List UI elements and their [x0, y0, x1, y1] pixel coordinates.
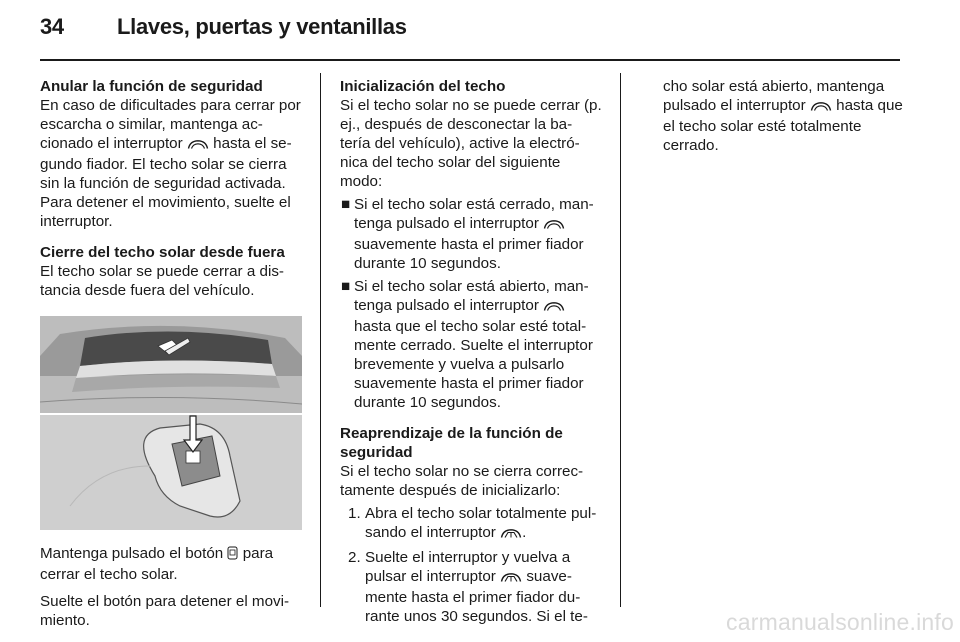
- bullet-mark: ■: [341, 278, 351, 295]
- column-3: [663, 77, 903, 155]
- sunroof-open-switch-icon: [500, 525, 522, 544]
- header-rule: [40, 59, 900, 61]
- section-heading-close-from-outside: Cierre del techo solar desde fuera: [40, 244, 285, 261]
- list-item: 1. Abra el techo solar totalmente pul-sando el interruptor .: [340, 504, 602, 544]
- remote-key-button-icon: [227, 546, 238, 565]
- section-heading-roof-initialization: Inicialización del techo: [340, 78, 506, 95]
- step-number: 1.: [348, 505, 361, 522]
- watermark: carmanualsonline.info: [726, 609, 954, 635]
- paragraph-safety-relearn: Si el techo solar no se cierra correc-tamente después de inicializarlo:: [340, 463, 584, 499]
- bullet-mark: ■: [341, 196, 351, 213]
- section-heading-override-safety: Anular la función de seguridad: [40, 78, 263, 95]
- column-2: [340, 77, 602, 626]
- column-divider-1: [320, 73, 321, 607]
- caption-close-button: Mantenga pulsado el botón para cerrar el techo solar.: [40, 545, 274, 583]
- paragraph-continued: cho solar está abierto, mantenga pulsado el interruptor hasta que el techo solar esté totalmente cerrado.: [663, 78, 903, 154]
- sunroof-close-switch-icon: [543, 216, 565, 235]
- section-heading-safety-relearn: Reaprendizaje de la función de seguridad: [340, 425, 563, 461]
- page-title: Llaves, puertas y ventanillas: [117, 14, 407, 39]
- sunroof-close-switch-icon: [543, 298, 565, 317]
- paragraph-override-safety: En caso de dificultades para cerrar por escarcha o similar, mantenga ac-cionado el interruptor hasta el se-gundo fiador. El techo solar se cierra sin la función de seguridad activada. Para detener el movimiento, suelte el interruptor.: [40, 97, 301, 230]
- list-item: ■ Si el techo solar está abierto, man-tenga pulsado el interruptor hasta que el techo solar esté total-mente cerrado. Suelte el interruptor brevemente y vuelva a pulsarlo suavemente hasta el primer fiador durante 10 segundos.: [341, 278, 593, 411]
- sunroof-open-switch-icon: [500, 569, 522, 588]
- list-item: ■ Si el techo solar está cerrado, man-tenga pulsado el interruptor suavemente hasta el primer fiador durante 10 segundos.: [341, 196, 594, 272]
- list-item: 2. Suelte el interruptor y vuelva a pulsar el interruptor suave-mente hasta el primer fiador du-rante unos 30 segundos. Si el te-: [348, 549, 588, 625]
- sunroof-close-switch-icon: [810, 98, 832, 117]
- column-1: [40, 77, 302, 630]
- step-number: 2.: [348, 549, 361, 566]
- paragraph-roof-initialization: Si el techo solar no se puede cerrar (p. ej., después de desconectar la ba-tería del vehículo), active la electró-nica del techo solar del siguiente modo:: [340, 97, 602, 190]
- caption-stop-movement: Suelte el botón para detener el movi-miento.: [40, 593, 290, 629]
- sunroof-close-switch-icon: [187, 136, 209, 155]
- column-divider-2: [620, 73, 621, 607]
- paragraph-close-from-outside: El techo solar se puede cerrar a dis-tancia desde fuera del vehículo.: [40, 263, 284, 299]
- page-number: 34: [40, 14, 64, 39]
- sunroof-remote-key-illustration: [40, 316, 302, 530]
